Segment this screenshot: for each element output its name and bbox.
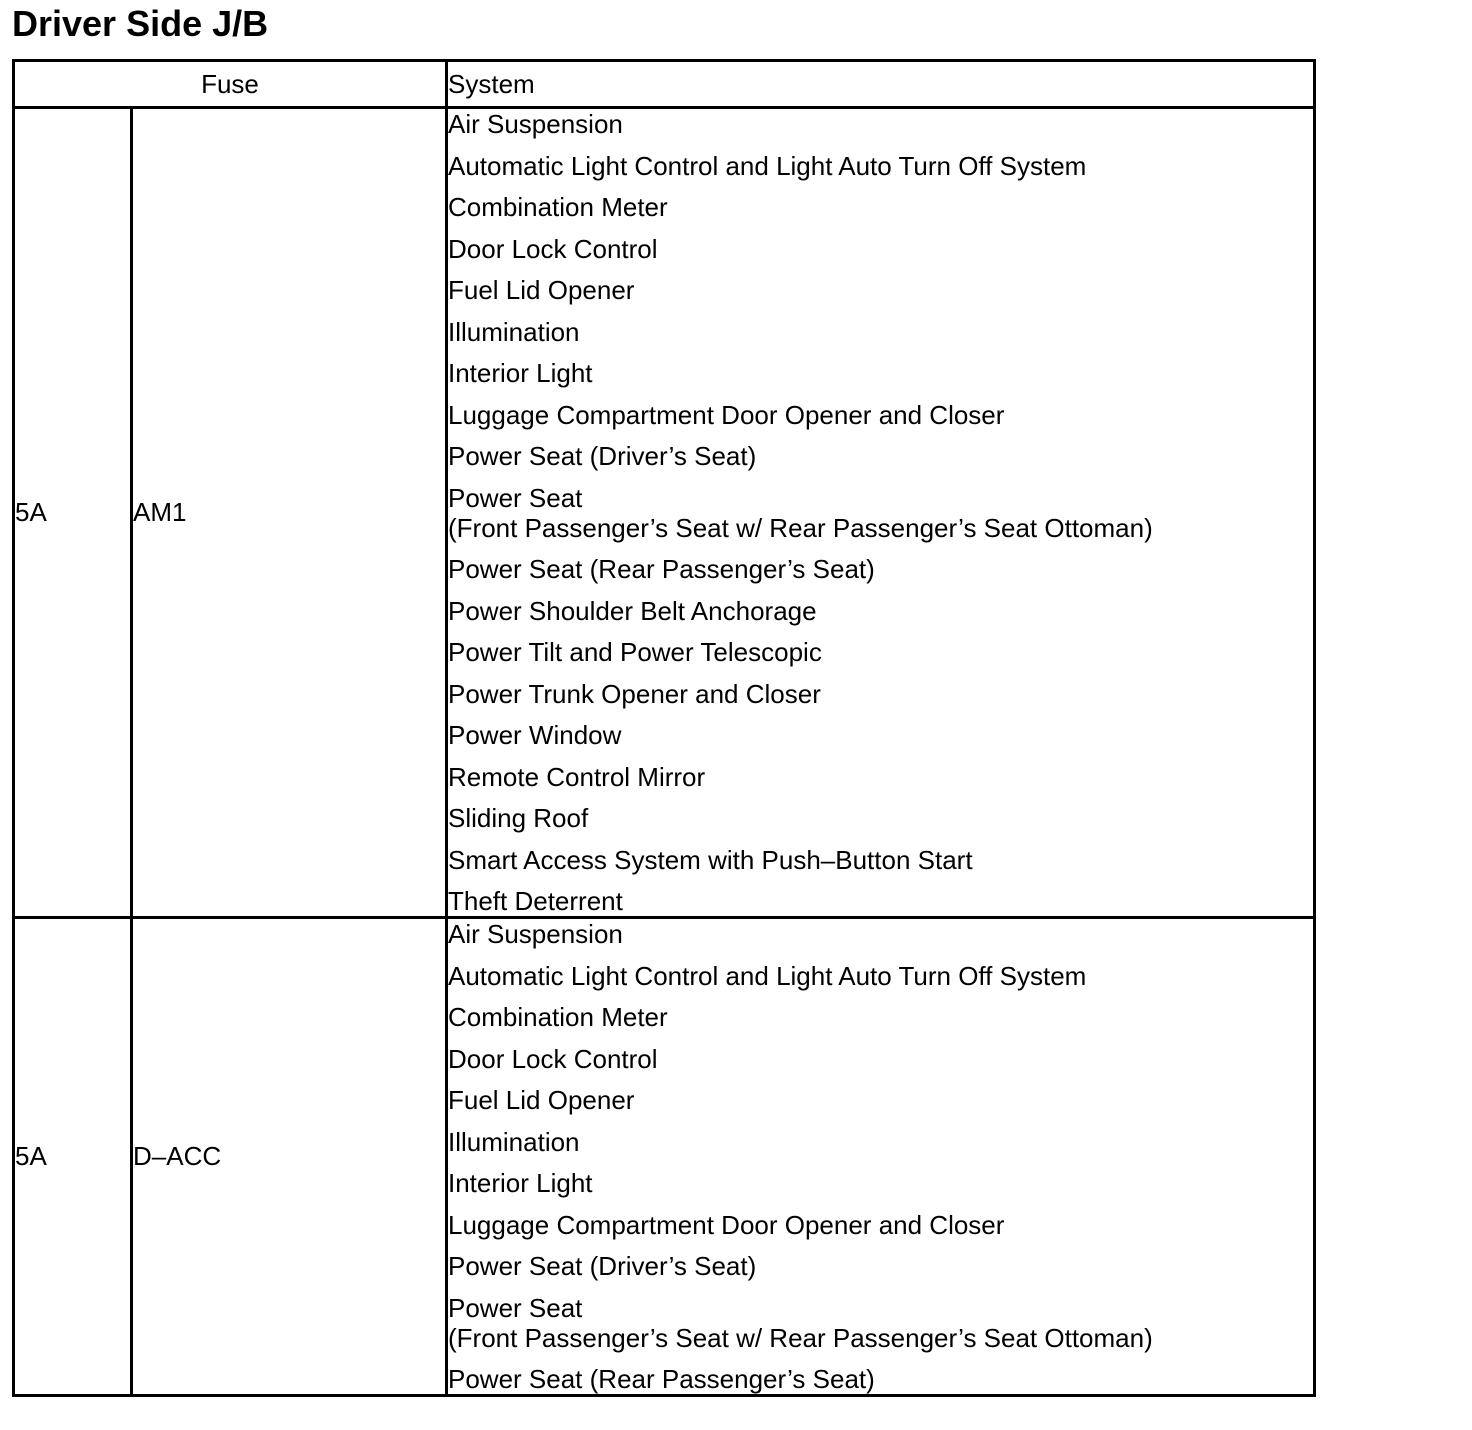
system-item: Power Seat (Rear Passenger’s Seat) [448,554,875,584]
fuse-rows [14,108,1315,1396]
system-item: Illumination [448,316,580,347]
system-item: Air Suspension [448,919,623,949]
fuse-table [12,59,1316,1397]
system-item: Combination Meter [448,192,668,222]
system-item: Power Seat (Front Passenger’s Seat w/ Rear Passenger’s Seat Ottoman) [448,1292,1153,1353]
system-item: Power Seat (Driver’s Seat) [448,441,757,471]
system-item: Sliding Roof [448,803,589,833]
table-row [14,108,1315,918]
system-item: Power Shoulder Belt Anchorage [448,595,817,626]
system-item: Fuel Lid Opener [448,275,635,305]
system-item: Door Lock Control [448,233,658,264]
system-item: Air Suspension [448,109,623,139]
system-item: Automatic Light Control and Light Auto Turn Off System [448,960,1087,991]
fuse-column-header: Fuse [14,61,447,108]
system-item: Fuel Lid Opener [448,1085,635,1115]
system-item: Illumination [448,1126,580,1157]
system-item: Power Seat (Driver’s Seat) [448,1251,757,1281]
system-column-header: System [447,61,1315,108]
table-row [14,918,1315,1396]
system-item: Power Window [448,720,622,750]
system-item: Interior Light [448,1168,593,1198]
fuse-name: D–ACC [132,918,447,1396]
system-item: Combination Meter [448,1002,668,1032]
system-item: Interior Light [448,358,593,388]
system-item: Luggage Compartment Door Opener and Closer [448,399,1005,430]
system-item: Power Tilt and Power Telescopic [448,637,822,667]
fuse-amperage: 5A [14,918,132,1396]
system-item: Theft Deterrent [448,886,623,916]
fuse-amperage: 5A [14,108,132,918]
system-item: Power Trunk Opener and Closer [448,678,821,709]
system-list [447,108,1315,918]
system-list [447,918,1315,1396]
system-item: Door Lock Control [448,1043,658,1074]
system-item: Power Seat (Front Passenger’s Seat w/ Rear Passenger’s Seat Ottoman) [448,482,1153,543]
fuse-name: AM1 [132,108,447,918]
table-header-row [14,61,1315,108]
system-item: Automatic Light Control and Light Auto Turn Off System [448,150,1087,181]
system-item: Remote Control Mirror [448,761,706,792]
system-item: Power Seat (Rear Passenger’s Seat) [448,1364,875,1394]
system-item: Luggage Compartment Door Opener and Closer [448,1209,1005,1240]
page-title: Driver Side J/B [12,3,269,44]
system-item: Smart Access System with Push–Button Start [448,844,973,875]
